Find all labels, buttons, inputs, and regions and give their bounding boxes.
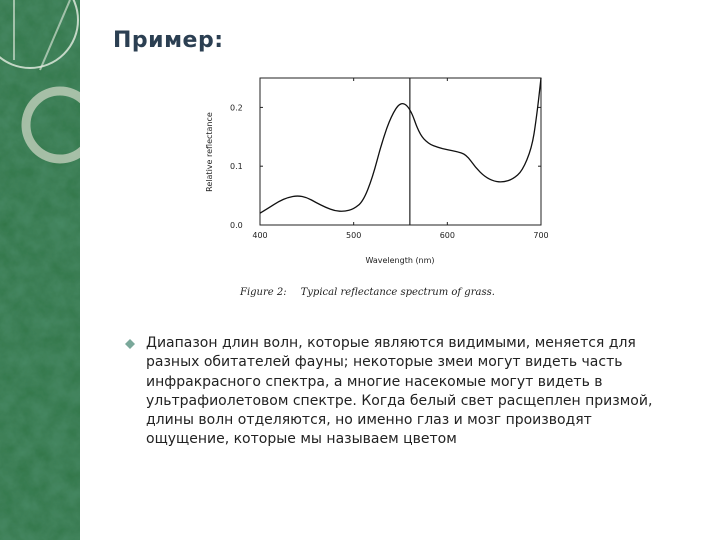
reflectance-series-line: [260, 78, 541, 213]
marble-texture: [0, 0, 80, 540]
y-axis-label: Relative reflectance: [205, 112, 214, 192]
body-paragraph: Диапазон длин волн, которые являются видимыми, меняется для разных обитателей фауны; некоторые змеи могут видеть часть инфракрасного спектра, а многие насекомые могут видеть в ультрафиолетовом спектре. Когда белый свет расщеплен призмой, длины волн отделяются, но именно глаз и мозг производят ощущение, которые мы называем цветом: [146, 335, 653, 448]
slide-title: Пример:: [113, 28, 224, 53]
y-tick-label: 0.1: [230, 162, 243, 172]
x-tick-label: 600: [439, 231, 455, 240]
figure-caption: [240, 287, 495, 298]
x-tick-label: 500: [346, 231, 362, 240]
y-tick-label: 0.2: [230, 103, 243, 113]
reflectance-chart: [200, 70, 560, 310]
caption-figure-label: Figure 2:: [240, 287, 287, 298]
bullet-icon: [125, 339, 135, 349]
x-axis-label: Wavelength (nm): [365, 256, 435, 265]
chart-canvas: [200, 70, 560, 310]
x-tick-label: 700: [533, 231, 549, 240]
decorative-sidebar: [0, 0, 80, 540]
caption-text: Typical reflectance spectrum of grass.: [300, 287, 495, 298]
x-tick-label: 400: [252, 231, 268, 240]
plot-frame: [260, 78, 541, 225]
y-tick-label: 0.0: [230, 221, 243, 230]
